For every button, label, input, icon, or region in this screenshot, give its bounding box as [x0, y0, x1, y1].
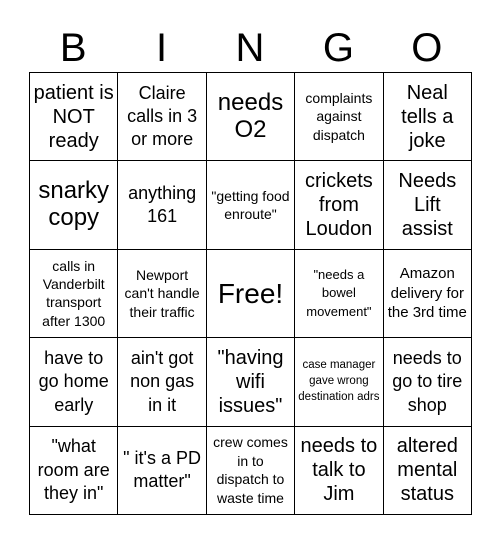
bingo-cell[interactable]: have to go home early	[30, 338, 118, 426]
bingo-cell[interactable]: ain't got non gas in it	[118, 338, 206, 426]
bingo-cell[interactable]: " it's a PD matter"	[118, 427, 206, 515]
bingo-cell[interactable]: altered mental status	[384, 427, 472, 515]
bingo-cell[interactable]: needs to talk to Jim	[295, 427, 383, 515]
bingo-board	[29, 72, 472, 515]
header-letter-b: B	[59, 26, 87, 70]
bingo-cell[interactable]: needs to go to tire shop	[384, 338, 472, 426]
bingo-cell[interactable]: Newport can't handle their traffic	[118, 250, 206, 338]
bingo-cell[interactable]: "getting food enroute"	[207, 161, 295, 249]
header-letter-g: G	[322, 26, 354, 70]
header-letter-n: N	[235, 26, 265, 70]
bingo-cell[interactable]: "what room are they in"	[30, 427, 118, 515]
header-letter-o: O	[411, 26, 443, 70]
bingo-cell[interactable]: complaints against dispatch	[295, 73, 383, 161]
bingo-cell[interactable]: "having wifi issues"	[207, 338, 295, 426]
bingo-cell[interactable]: Claire calls in 3 or more	[118, 73, 206, 161]
bingo-cell[interactable]: patient is NOT ready	[30, 73, 118, 161]
bingo-cell[interactable]: calls in Vanderbilt transport after 1300	[30, 250, 118, 338]
bingo-cell[interactable]: needs O2	[207, 73, 295, 161]
bingo-cell[interactable]: Amazon delivery for the 3rd time	[384, 250, 472, 338]
bingo-cell[interactable]: crickets from Loudon	[295, 161, 383, 249]
bingo-cell-free-space[interactable]: Free!	[207, 250, 295, 338]
bingo-cell[interactable]: Needs Lift assist	[384, 161, 472, 249]
bingo-cell[interactable]: anything 161	[118, 161, 206, 249]
header-letter-i: I	[156, 26, 168, 70]
bingo-cell[interactable]: snarky copy	[30, 161, 118, 249]
bingo-cell[interactable]: "needs a bowel movement"	[295, 250, 383, 338]
bingo-cell[interactable]: crew comes in to dispatch to waste time	[207, 427, 295, 515]
bingo-header	[29, 24, 471, 72]
bingo-cell[interactable]: case manager gave wrong destination adrs	[295, 338, 383, 426]
bingo-cell[interactable]: Neal tells a joke	[384, 73, 472, 161]
